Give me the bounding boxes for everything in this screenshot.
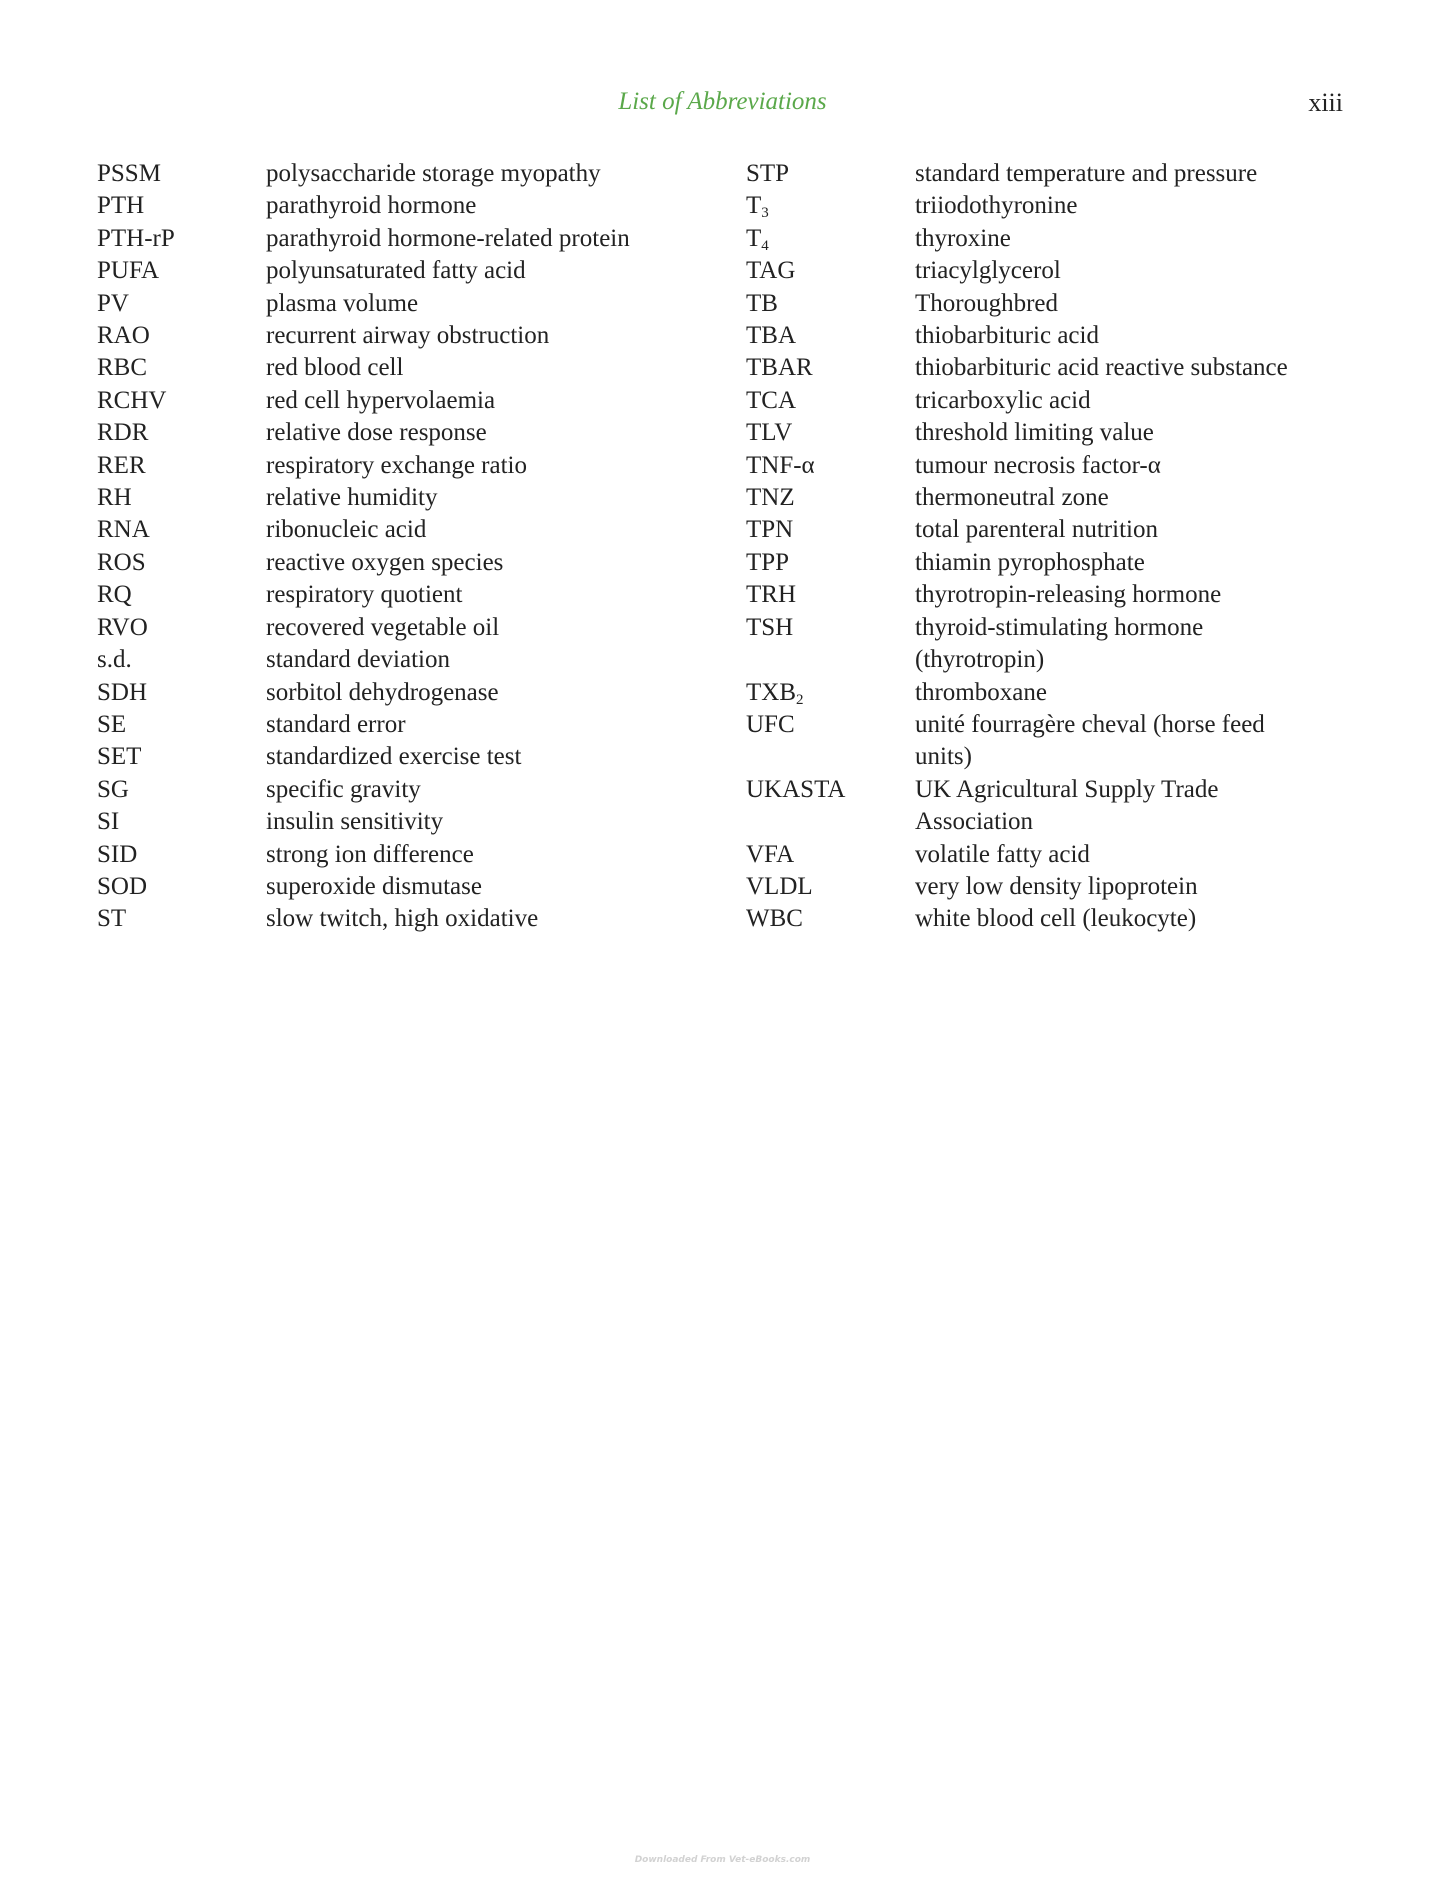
- abbreviation-entry: [746, 579, 1386, 611]
- abbreviation-definition: [915, 709, 1386, 774]
- abbreviation-definition-line: parathyroid hormone-related protein: [266, 224, 630, 252]
- abbreviation-definition-line: thiamin pyrophosphate: [915, 548, 1145, 576]
- abbreviation-term-text: ROS: [97, 548, 146, 576]
- abbreviation-definition-line: tricarboxylic acid: [915, 386, 1091, 414]
- abbreviation-entry: [746, 677, 1386, 709]
- abbreviation-definition-line: sorbitol dehydrogenase: [266, 678, 499, 706]
- abbreviation-entry: [746, 190, 1386, 222]
- abbreviation-definition: [266, 709, 737, 741]
- abbreviation-term-text: TB: [746, 289, 778, 317]
- abbreviation-definition: [266, 871, 737, 903]
- abbreviation-entry: [97, 677, 737, 709]
- abbreviation-definition: [915, 612, 1386, 677]
- abbreviation-term: [746, 288, 911, 320]
- abbreviation-definition: [915, 774, 1386, 839]
- abbreviation-term: [746, 385, 911, 417]
- abbreviation-term-text: T: [746, 224, 762, 252]
- abbreviation-entry: [746, 871, 1386, 903]
- abbreviation-term-text: RQ: [97, 581, 132, 609]
- abbreviation-entry: [97, 158, 737, 190]
- abbreviation-term-text: TBAR: [746, 354, 813, 382]
- abbreviation-term-text: STP: [746, 160, 790, 187]
- abbreviation-definition-line: relative dose response: [266, 419, 487, 447]
- abbreviation-term: [746, 774, 911, 806]
- abbreviation-term-text: RNA: [97, 516, 150, 544]
- abbreviation-definition: [266, 255, 737, 287]
- abbreviation-definition-line: very low density lipoprotein: [915, 872, 1198, 900]
- abbreviation-definition: [266, 774, 737, 806]
- abbreviation-term: [97, 352, 262, 384]
- abbreviation-definition-line: recurrent airway obstruction: [266, 322, 550, 350]
- abbreviation-entry: [97, 352, 737, 384]
- abbreviation-term-text: PSSM: [97, 160, 161, 187]
- abbreviation-term: [746, 450, 911, 482]
- abbreviation-definition: [266, 417, 737, 449]
- abbreviation-definition: [915, 482, 1386, 514]
- abbreviation-definition: [915, 288, 1386, 320]
- abbreviation-term-text: TRH: [746, 581, 796, 609]
- abbreviation-definition-line: thermoneutral zone: [915, 484, 1109, 512]
- abbreviation-definition-line: thyroxine: [915, 224, 1011, 252]
- abbreviation-entry: [97, 514, 737, 546]
- abbreviation-definition-line: plasma volume: [266, 289, 419, 317]
- abbreviation-term: [97, 871, 262, 903]
- abbreviation-term-text: SOD: [97, 872, 148, 900]
- abbreviation-definition: [266, 223, 737, 255]
- abbreviation-definition: [266, 385, 737, 417]
- abbreviation-term-text: TXB: [746, 678, 796, 706]
- abbreviation-column-left: [97, 158, 737, 936]
- abbreviation-definition-line: respiratory exchange ratio: [266, 451, 527, 479]
- abbreviation-term-text: TPN: [746, 516, 794, 544]
- abbreviation-term-text: TBA: [746, 322, 796, 350]
- abbreviation-definition-line: specific gravity: [266, 775, 421, 803]
- abbreviation-entry: [746, 612, 1386, 677]
- abbreviation-definition-line: standardized exercise test: [266, 743, 522, 771]
- abbreviation-term: [97, 450, 262, 482]
- abbreviation-term: [97, 806, 262, 838]
- abbreviation-term-text: RAO: [97, 322, 150, 350]
- abbreviation-definition: [266, 482, 737, 514]
- abbreviation-entry: [97, 806, 737, 838]
- abbreviation-entry: [746, 255, 1386, 287]
- abbreviation-term-text: RVO: [97, 613, 148, 641]
- abbreviation-entry: [746, 839, 1386, 871]
- abbreviation-entry: [746, 385, 1386, 417]
- abbreviation-term: [746, 352, 911, 384]
- abbreviation-definition: [915, 352, 1386, 384]
- abbreviation-term-text: VLDL: [746, 872, 813, 900]
- abbreviation-term-text: RBC: [97, 354, 148, 382]
- abbreviation-entry: [97, 450, 737, 482]
- abbreviation-definition: [266, 612, 737, 644]
- abbreviation-term: [746, 514, 911, 546]
- abbreviation-definition-line: triacylglycerol: [915, 257, 1061, 285]
- abbreviation-entry: [97, 741, 737, 773]
- abbreviation-term: [746, 839, 911, 871]
- abbreviation-term: [97, 482, 262, 514]
- abbreviation-definition-line: thiobarbituric acid: [915, 322, 1099, 350]
- abbreviation-term-text: TNZ: [746, 484, 795, 512]
- abbreviation-entry: [746, 709, 1386, 774]
- abbreviation-entry: [746, 223, 1386, 255]
- abbreviation-term-text: SE: [97, 710, 127, 738]
- abbreviation-entry: [746, 417, 1386, 449]
- abbreviation-definition: [266, 903, 737, 935]
- abbreviation-term: [746, 871, 911, 903]
- abbreviation-entry: [97, 288, 737, 320]
- abbreviation-term: [746, 482, 911, 514]
- abbreviation-entry: [746, 514, 1386, 546]
- abbreviation-term-text: PUFA: [97, 257, 160, 285]
- abbreviation-definition-line: recovered vegetable oil: [266, 613, 500, 641]
- abbreviation-entry: [97, 871, 737, 903]
- abbreviation-term-text: RCHV: [97, 386, 167, 414]
- abbreviation-term-text: UFC: [746, 710, 795, 738]
- abbreviation-definition-line: threshold limiting value: [915, 419, 1154, 447]
- abbreviation-definition-line: insulin sensitivity: [266, 808, 444, 836]
- abbreviation-definition: [915, 871, 1386, 903]
- abbreviation-term: [97, 677, 262, 709]
- abbreviation-definition: [915, 385, 1386, 417]
- abbreviation-term: [97, 903, 262, 935]
- abbreviation-term: [97, 223, 262, 255]
- abbreviation-term: [97, 514, 262, 546]
- abbreviation-entry: [746, 352, 1386, 384]
- abbreviation-definition-line: relative humidity: [266, 484, 438, 512]
- abbreviation-term-text: TPP: [746, 548, 790, 576]
- abbreviation-entry: [746, 482, 1386, 514]
- abbreviation-entry: [746, 288, 1386, 320]
- abbreviation-definition: [915, 839, 1386, 871]
- abbreviation-term: [746, 547, 911, 579]
- abbreviation-definition: [915, 579, 1386, 611]
- abbreviation-term-text: SG: [97, 775, 129, 803]
- abbreviation-term: [97, 158, 262, 190]
- abbreviation-term-text: SID: [97, 840, 138, 868]
- running-head: [0, 88, 1445, 122]
- abbreviation-term-text: TCA: [746, 386, 796, 414]
- abbreviation-entry: [746, 450, 1386, 482]
- abbreviation-definition-line: standard deviation: [266, 646, 450, 674]
- abbreviation-definition-line: thiobarbituric acid reactive substance: [915, 354, 1288, 382]
- abbreviation-term: [97, 190, 262, 222]
- abbreviation-definition: [915, 417, 1386, 449]
- abbreviation-entry: [97, 644, 737, 676]
- abbreviation-term: [97, 612, 262, 644]
- abbreviation-definition: [266, 190, 737, 222]
- abbreviation-definition: [266, 352, 737, 384]
- abbreviation-entry: [97, 839, 737, 871]
- abbreviation-definition: [266, 677, 737, 709]
- abbreviation-definition-line: strong ion difference: [266, 840, 474, 868]
- abbreviation-definition-line: standard temperature and pressure: [915, 160, 1258, 187]
- abbreviation-definition-line: Association: [915, 808, 1034, 836]
- abbreviation-term: [746, 417, 911, 449]
- abbreviation-term: [97, 417, 262, 449]
- abbreviation-definition-line: respiratory quotient: [266, 581, 463, 609]
- abbreviation-definition-line: ribonucleic acid: [266, 516, 427, 544]
- abbreviation-definition-line: polysaccharide storage myopathy: [266, 160, 601, 187]
- abbreviation-term-text: PTH: [97, 192, 145, 220]
- abbreviation-definition: [915, 255, 1386, 287]
- abbreviation-term-text: ST: [97, 905, 127, 933]
- abbreviation-term: [746, 579, 911, 611]
- abbreviation-definition: [915, 903, 1386, 935]
- abbreviation-definition-line: parathyroid hormone: [266, 192, 477, 220]
- abbreviation-definition-line: red cell hypervolaemia: [266, 386, 496, 414]
- abbreviation-term-subscript: 2: [796, 691, 804, 708]
- abbreviation-term: [746, 320, 911, 352]
- abbreviation-definition: [266, 579, 737, 611]
- abbreviation-entry: [97, 774, 737, 806]
- abbreviation-definition: [266, 320, 737, 352]
- abbreviation-term: [97, 385, 262, 417]
- page-number: xiii: [1308, 88, 1343, 117]
- abbreviation-term-text: UKASTA: [746, 775, 846, 803]
- abbreviation-definition-line: total parenteral nutrition: [915, 516, 1158, 544]
- abbreviation-entry: [97, 255, 737, 287]
- abbreviation-term: [97, 839, 262, 871]
- abbreviation-entry: [97, 417, 737, 449]
- abbreviation-definition: [266, 514, 737, 546]
- abbreviation-term: [97, 774, 262, 806]
- abbreviation-definition: [915, 450, 1386, 482]
- abbreviation-term: [97, 320, 262, 352]
- abbreviation-definition-line: reactive oxygen species: [266, 548, 504, 576]
- abbreviation-definition-line: polyunsaturated fatty acid: [266, 257, 526, 285]
- abbreviation-term: [97, 579, 262, 611]
- abbreviation-definition: [915, 320, 1386, 352]
- abbreviation-definition-line: thyroid-stimulating hormone: [915, 613, 1204, 641]
- abbreviation-term-text: RDR: [97, 419, 149, 447]
- abbreviation-entry: [746, 320, 1386, 352]
- abbreviation-definition-line: white blood cell (leukocyte): [915, 905, 1197, 933]
- abbreviation-term-text: SDH: [97, 678, 148, 706]
- abbreviation-term-text: s.d.: [97, 646, 132, 674]
- abbreviation-entry: [97, 709, 737, 741]
- footer-watermark: Downloaded From Vet-eBooks.com: [634, 1855, 811, 1865]
- abbreviation-term-text: VFA: [746, 840, 795, 868]
- abbreviation-term: [746, 677, 911, 709]
- abbreviation-definition: [915, 223, 1386, 255]
- abbreviation-definition-line: volatile fatty acid: [915, 840, 1090, 868]
- abbreviation-definition: [915, 190, 1386, 222]
- abbreviation-term-text: TSH: [746, 613, 794, 641]
- abbreviation-entry: [97, 190, 737, 222]
- abbreviation-entry: [97, 547, 737, 579]
- abbreviation-term-text: SET: [97, 743, 142, 771]
- abbreviation-term: [746, 709, 911, 741]
- abbreviation-term-text: RH: [97, 484, 132, 512]
- abbreviation-definition: [915, 547, 1386, 579]
- abbreviation-entry: [97, 320, 737, 352]
- abbreviation-entry: [97, 612, 737, 644]
- abbreviation-definition: [266, 839, 737, 871]
- abbreviation-term-text: RER: [97, 451, 146, 479]
- abbreviation-term: [746, 223, 911, 255]
- abbreviation-definition-line: (thyrotropin): [915, 646, 1045, 674]
- abbreviation-term-text: SI: [97, 808, 120, 836]
- abbreviation-term-text: T: [746, 192, 762, 220]
- abbreviation-term-subscript: 4: [761, 237, 769, 254]
- abbreviation-definition-line: tumour necrosis factor-α: [915, 451, 1161, 479]
- abbreviation-definition: [266, 547, 737, 579]
- abbreviation-definition: [266, 741, 737, 773]
- abbreviation-entry: [97, 223, 737, 255]
- abbreviation-term-text: PV: [97, 289, 129, 317]
- abbreviation-definition: [915, 677, 1386, 709]
- abbreviation-term: [97, 288, 262, 320]
- abbreviation-term-subscript: 3: [761, 205, 769, 222]
- abbreviation-definition-line: standard error: [266, 710, 406, 738]
- abbreviation-term-text: TLV: [746, 419, 793, 447]
- abbreviation-term: [746, 190, 911, 222]
- abbreviation-definition: [266, 450, 737, 482]
- abbreviation-entry: [97, 903, 737, 935]
- abbreviation-term: [97, 644, 262, 676]
- abbreviation-entry: [746, 774, 1386, 839]
- abbreviation-definition-line: thromboxane: [915, 678, 1047, 706]
- abbreviation-term: [97, 709, 262, 741]
- abbreviation-definition-line: UK Agricultural Supply Trade: [915, 775, 1219, 803]
- abbreviation-entry: [97, 482, 737, 514]
- abbreviation-definition-line: thyrotropin-releasing hormone: [915, 581, 1222, 609]
- abbreviation-term-text: PTH-rP: [97, 224, 175, 252]
- abbreviation-term: [746, 255, 911, 287]
- abbreviation-term: [97, 547, 262, 579]
- abbreviation-definition: [266, 158, 737, 190]
- abbreviation-entry: [746, 903, 1386, 935]
- abbreviation-entry: [746, 547, 1386, 579]
- abbreviation-entry: [97, 385, 737, 417]
- abbreviation-definition-line: red blood cell: [266, 354, 404, 382]
- abbreviation-term: [97, 255, 262, 287]
- abbreviation-definition: [915, 158, 1386, 190]
- abbreviation-term: [97, 741, 262, 773]
- abbreviation-definition: [266, 288, 737, 320]
- abbreviation-definition: [915, 514, 1386, 546]
- abbreviation-definition-line: slow twitch, high oxidative: [266, 905, 539, 933]
- abbreviation-definition: [266, 806, 737, 838]
- abbreviation-term: [746, 158, 911, 190]
- abbreviation-definition-line: units): [915, 743, 972, 771]
- abbreviation-term: [746, 903, 911, 935]
- abbreviation-definition-line: triiodothyronine: [915, 192, 1078, 220]
- abbreviation-term: [746, 612, 911, 644]
- abbreviation-column-right: [746, 158, 1386, 936]
- abbreviation-entry: [97, 579, 737, 611]
- abbreviation-term-text: TNF-α: [746, 451, 815, 479]
- abbreviation-definition-line: unité fourragère cheval (horse feed: [915, 710, 1265, 738]
- abbreviation-term-text: WBC: [746, 905, 803, 933]
- running-title: List of Abbreviations: [618, 88, 827, 115]
- abbreviation-definition: [266, 644, 737, 676]
- abbreviation-term-text: TAG: [746, 257, 796, 285]
- abbreviation-definition-line: Thoroughbred: [915, 289, 1059, 317]
- abbreviation-definition-line: superoxide dismutase: [266, 872, 482, 900]
- abbreviation-entry: [746, 158, 1386, 190]
